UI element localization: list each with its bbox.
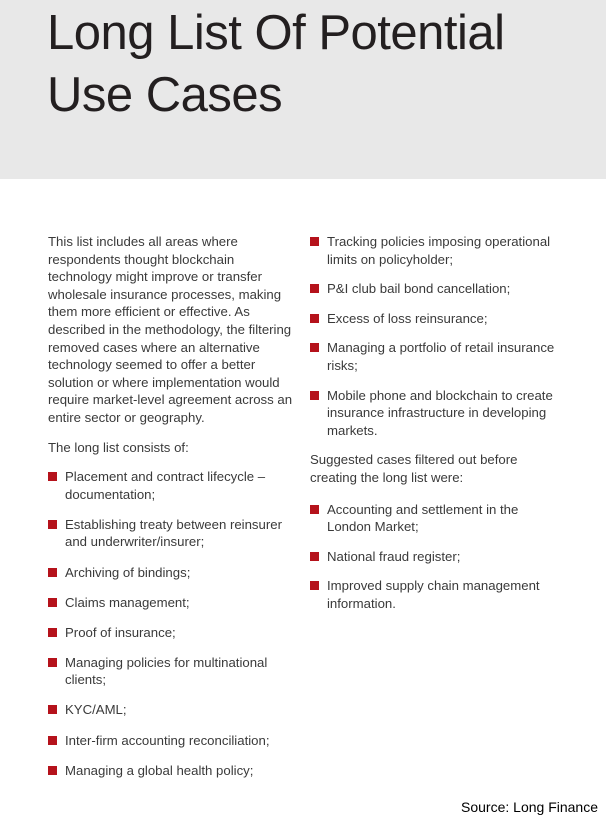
bullet-square-icon bbox=[310, 391, 319, 400]
right-column bbox=[310, 233, 565, 625]
list-item-text: Establishing treaty between reinsurer and underwriter/insurer; bbox=[65, 516, 282, 550]
list-item-text: P&I club bail bond cancellation; bbox=[327, 281, 511, 297]
bullet-square-icon bbox=[310, 314, 319, 323]
bullet-square-icon bbox=[48, 568, 57, 577]
bullet-square-icon bbox=[48, 628, 57, 637]
bullet-square-icon bbox=[48, 472, 57, 481]
long-list-continued bbox=[310, 233, 565, 439]
list-item bbox=[48, 732, 293, 750]
list-item bbox=[310, 501, 565, 536]
list-item bbox=[48, 564, 293, 582]
list-item-text: Managing a portfolio of retail insurance risks; bbox=[327, 340, 555, 373]
bullet-square-icon bbox=[48, 598, 57, 607]
bullet-square-icon bbox=[310, 237, 319, 246]
list-intro: The long list consists of: bbox=[48, 439, 189, 455]
intro-paragraph: This list includes all areas where respondents thought blockchain technology might improve or transfer wholesale insurance processes, making them more efficient or effective. As described in the methodology, the filtering removed cases where an alternative technology seemed to offer a better solution or where implementation would require market-level agreement across an entire sector or geography. bbox=[48, 234, 293, 425]
list-item-text: Excess of loss reinsurance; bbox=[327, 310, 488, 326]
bullet-square-icon bbox=[310, 552, 319, 561]
list-item bbox=[48, 594, 293, 612]
list-item bbox=[48, 516, 293, 551]
bullet-square-icon bbox=[48, 736, 57, 745]
list-item bbox=[310, 548, 565, 566]
list-item-text: Inter-firm accounting reconciliation; bbox=[65, 732, 270, 748]
list-item bbox=[48, 654, 293, 689]
header-band bbox=[0, 0, 606, 179]
left-column bbox=[48, 233, 293, 792]
filtered-list bbox=[310, 501, 565, 613]
list-item bbox=[310, 233, 565, 268]
list-item-text: Managing a global health policy; bbox=[65, 762, 254, 778]
list-item bbox=[310, 577, 565, 612]
list-item-text: Accounting and settlement in the London Market; bbox=[327, 501, 519, 535]
list-item bbox=[310, 339, 565, 374]
bullet-square-icon bbox=[48, 766, 57, 775]
source-caption: Source: Long Finance bbox=[461, 799, 598, 815]
long-list bbox=[48, 468, 293, 779]
bullet-square-icon bbox=[48, 658, 57, 667]
list-item-text: Improved supply chain management information. bbox=[327, 578, 540, 611]
bullet-square-icon bbox=[48, 520, 57, 529]
list-item-text: Proof of insurance; bbox=[65, 624, 176, 640]
list-item bbox=[48, 468, 293, 503]
page-title: Long List Of Potential Use Cases bbox=[47, 6, 505, 122]
list-item-text: Claims management; bbox=[65, 594, 190, 610]
list-item-text: Placement and contract lifecycle – documentation; bbox=[65, 469, 266, 502]
bullet-square-icon bbox=[310, 505, 319, 514]
filtered-intro: Suggested cases filtered out before creating the long list were: bbox=[310, 452, 518, 485]
list-item-text: Managing policies for multinational clients; bbox=[65, 654, 268, 688]
list-item-text: Archiving of bindings; bbox=[65, 564, 191, 580]
list-item bbox=[48, 762, 293, 780]
list-item-text: National fraud register; bbox=[327, 548, 461, 564]
bullet-square-icon bbox=[310, 284, 319, 293]
list-item bbox=[310, 280, 565, 298]
bullet-square-icon bbox=[310, 581, 319, 590]
list-item bbox=[310, 310, 565, 328]
list-item-text: Tracking policies imposing operational limits on policyholder; bbox=[327, 234, 551, 267]
list-item-text: KYC/AML; bbox=[65, 702, 127, 718]
bullet-square-icon bbox=[48, 705, 57, 714]
list-item-text: Mobile phone and blockchain to create insurance infrastructure in developing markets. bbox=[327, 387, 553, 438]
list-item bbox=[48, 701, 293, 719]
bullet-square-icon bbox=[310, 343, 319, 352]
list-item bbox=[310, 387, 565, 440]
list-item bbox=[48, 624, 293, 642]
